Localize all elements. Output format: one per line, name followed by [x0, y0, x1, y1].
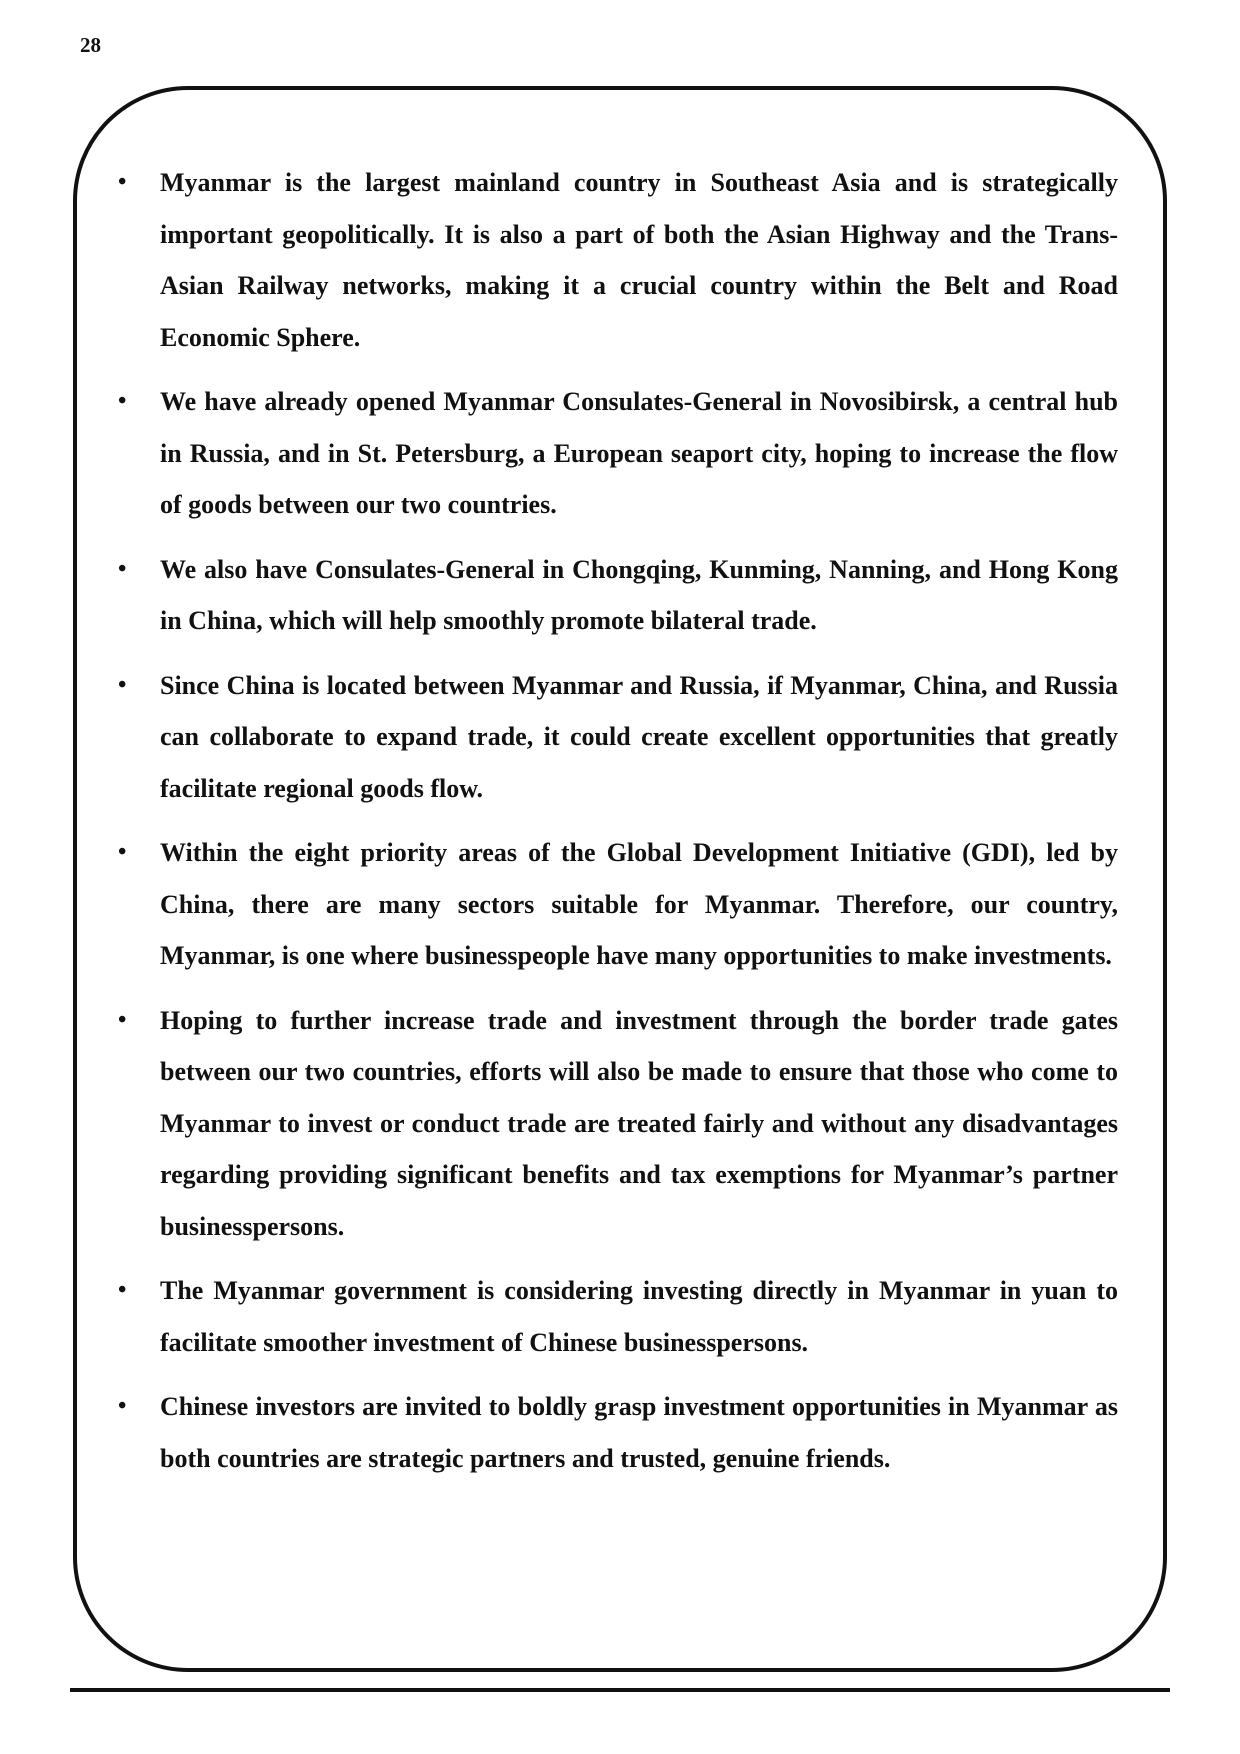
bullet-text: Chinese investors are invited to boldly grasp investment opportunities in Myanmar as both countries are strategic partners and trusted, genuine friends. — [160, 1392, 1118, 1473]
bullet-icon: • — [118, 839, 127, 865]
bullet-text: The Myanmar government is considering investing directly in Myanmar in yuan to facilitate smoother investment of Chinese businesspersons. — [160, 1276, 1118, 1357]
bullet-text: We also have Consulates-General in Chongqing, Kunming, Nanning, and Hong Kong in China, which will help smoothly promote bilateral trade. — [160, 554, 1118, 635]
bullet-icon: • — [118, 388, 127, 414]
list-item — [118, 995, 1118, 1253]
list-item — [118, 660, 1118, 815]
list-item — [118, 376, 1118, 531]
bullet-text: Since China is located between Myanmar and Russia, if Myanmar, China, and Russia can collaborate to expand trade, it could create excellent opportunities that greatly facilitate regional goods flow. — [160, 670, 1118, 803]
bullet-icon: • — [118, 1006, 127, 1033]
bullet-text: Myanmar is the largest mainland country in Southeast Asia and is strategically important geopolitically. It is also a part of both the Asian Highway and the Trans-Asian Railway networks, making it a crucial country within the Belt and Road Economic Sphere. — [160, 168, 1118, 352]
bullet-text: Within the eight priority areas of the Global Development Initiative (GDI), led by China, there are many sectors suitable for Myanmar. Therefore, our country, Myanmar, is one where businesspeople have many opportunities to make investments. — [160, 838, 1118, 970]
bullet-icon: • — [118, 1277, 127, 1303]
page-number: 28 — [80, 33, 101, 57]
bullet-icon: • — [118, 671, 127, 698]
list-item — [118, 157, 1118, 363]
bullet-text: Hoping to further increase trade and investment through the border trade gates between our two countries, efforts will also be made to ensure that those who come to Myanmar to invest or conduct trade are treated fairly and without any disadvantages regarding providing significant benefits and tax exemptions for Myanmar’s partner businesspersons. — [160, 1005, 1118, 1241]
bullet-list — [118, 157, 1118, 1497]
bullet-icon: • — [118, 169, 127, 195]
footer-rule — [70, 1688, 1170, 1692]
list-item — [118, 1265, 1118, 1368]
bullet-text: We have already opened Myanmar Consulates-General in Novosibirsk, a central hub in Russia, and in St. Petersburg, a European seaport city, hoping to increase the flow of goods between our two countries. — [160, 387, 1118, 519]
list-item — [118, 827, 1118, 982]
bullet-icon: • — [118, 555, 127, 582]
list-item — [118, 544, 1118, 647]
list-item — [118, 1381, 1118, 1484]
bullet-icon: • — [118, 1393, 127, 1419]
